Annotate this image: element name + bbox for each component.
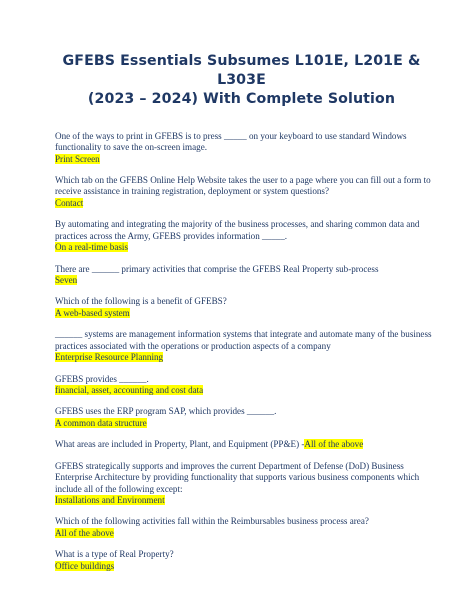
qa-item-6 (55, 329, 434, 363)
question-text: There are ______ primary activities that comprise the GFEBS Real Property sub-process (55, 263, 379, 274)
qa-item-4 (55, 264, 434, 287)
answer-highlight: All of the above (55, 527, 114, 538)
question-text: Which of the following activities fall within the Reimbursables business process area? (55, 516, 369, 527)
answer-highlight: Installations and Environment (55, 494, 165, 505)
question-text: Which of the following is a benefit of GFEBS? (55, 296, 227, 307)
answer-highlight: Print Screen (55, 153, 100, 164)
question-text: Which tab on the GFEBS Online Help Website takes the user to a page where you can fill out a form to receive assistance in training registration, deployment or system questions? (55, 175, 431, 197)
answer-highlight: A common data structure (55, 417, 147, 428)
answer-highlight: Seven (55, 274, 78, 285)
qa-item-8 (55, 406, 434, 429)
answer-highlight: financial, asset, accounting and cost data (55, 384, 204, 395)
answer-highlight: A web-based system (55, 307, 130, 318)
answer-highlight: Contact (55, 197, 84, 208)
qa-item-2 (55, 175, 434, 209)
qa-item-1 (55, 131, 434, 165)
qa-item-5 (55, 296, 434, 319)
answer-highlight: On a real-time basis (55, 241, 128, 252)
question-text: GFEBS strategically supports and improves the current Department of Defense (DoD) Business Enterprise Architecture by providing functionality that supports various business components which include all of the following except: (55, 460, 420, 494)
title-line-2: (2023 – 2024) With Complete Solution (87, 91, 396, 107)
title-line-1: GFEBS Essentials Subsumes L101E, L201E & L303E (62, 53, 421, 88)
answer-highlight: Office buildings (55, 560, 115, 571)
question-text: What is a type of Real Property? (55, 549, 174, 560)
question-text: ______ systems are management information systems that integrate and automate many of the business practices associated with the operations or production aspects of a company (55, 329, 432, 351)
question-text: GFEBS provides ______. (55, 373, 149, 384)
qa-item-7 (55, 374, 434, 397)
answer-highlight: All of the above (304, 439, 364, 450)
question-text: One of the ways to print in GFEBS is to press _____ on your keyboard to use standard Windows functionality to save the on-screen image. (55, 131, 407, 153)
qa-item-3 (55, 219, 434, 253)
document-title (55, 52, 434, 109)
qa-item-12 (55, 549, 434, 572)
qa-item-10 (55, 461, 434, 506)
qa-item-11 (55, 516, 434, 539)
question-text: By automating and integrating the majority of the business processes, and sharing common data and practices across the Army, GFEBS provides information _____. (55, 219, 420, 241)
answer-highlight: Enterprise Resource Planning (55, 351, 164, 362)
question-text: What areas are included in Property, Plant, and Equipment (PP&E) - (55, 439, 305, 450)
qa-item-9 (55, 439, 434, 450)
question-text: GFEBS uses the ERP program SAP, which provides ______. (55, 406, 277, 417)
